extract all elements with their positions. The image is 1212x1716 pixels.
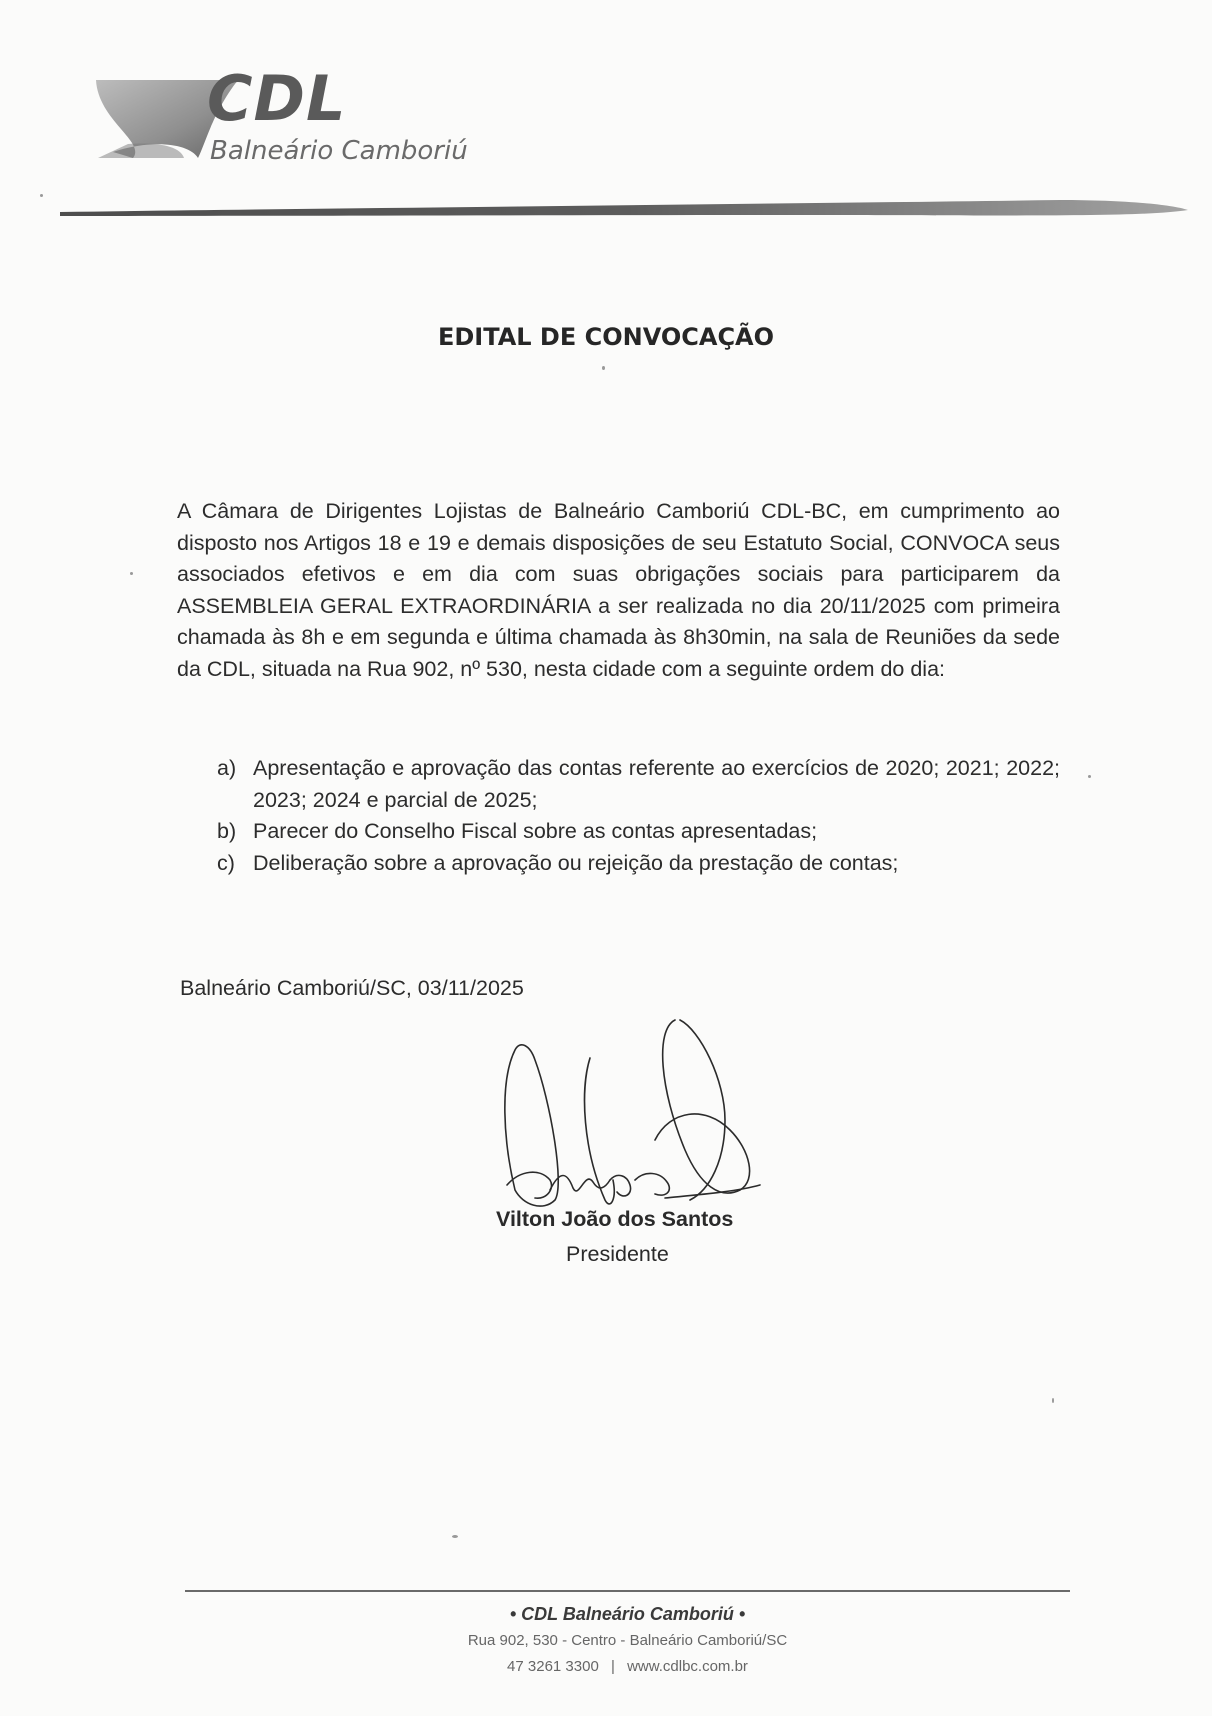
convocation-paragraph: A Câmara de Dirigentes Lojistas de Balneário Camboriú CDL-BC, em cumprimento ao disposto nos Artigos 18 e 19 e demais disposições de seu Estatuto Social, CONVOCA seus associados efetivos e em dia com suas obrigações sociais para participarem da ASSEMBLEIA GERAL EXTRAORDINÁRIA a ser realizada no dia 20/11/2025 com primeira chamada às 8h e em segunda e última chamada às 8h30min, na sala de Reuniões da sede da CDL, situada na Rua 902, nº 530, nesta cidade com a seguinte ordem do dia: — [177, 499, 1060, 681]
signer-name: Vilton João dos Santos — [496, 1207, 734, 1231]
agenda-text: Apresentação e aprovação das contas referente ao exercícios de 2020; 2021; 2022; 2023; 2024 e parcial de 2025; — [253, 756, 1060, 812]
logo-subtitle: Balneário Camboriú — [210, 136, 468, 166]
footer-contact — [185, 1654, 1070, 1680]
scan-speck — [1052, 1398, 1054, 1403]
footer-website: www.cdlbc.com.br — [627, 1658, 748, 1675]
agenda-item — [177, 848, 1060, 880]
handwritten-signature — [495, 1000, 795, 1230]
agenda-marker: b) — [217, 819, 237, 843]
document-title: EDITAL DE CONVOCAÇÃO — [437, 323, 775, 351]
letterhead-rule — [60, 190, 1190, 220]
footer-phone: 47 3261 3300 — [507, 1658, 599, 1675]
footer — [185, 1600, 1070, 1680]
footer-org-name: • CDL Balneário Camboriú • — [509, 1604, 746, 1624]
agenda-item — [177, 816, 1060, 848]
agenda-text: Parecer do Conselho Fiscal sobre as contas apresentadas; — [253, 819, 818, 843]
place-date: Balneário Camboriú/SC, 03/11/2025 — [180, 976, 524, 1000]
scan-speck — [40, 194, 43, 197]
letterhead — [60, 60, 1190, 210]
scan-speck — [452, 1535, 458, 1538]
signer-role: Presidente — [566, 1242, 669, 1266]
agenda-marker: c) — [217, 850, 235, 875]
scan-speck — [602, 366, 605, 370]
agenda-text: Deliberação sobre a aprovação ou rejeição da prestação de contas; — [253, 850, 899, 875]
footer-rule — [185, 1590, 1070, 1592]
agenda-item — [177, 753, 1060, 816]
agenda-list — [177, 753, 1060, 879]
agenda-marker: a) — [217, 756, 237, 780]
logo-cdl-text: CDL — [207, 62, 347, 135]
scan-speck — [130, 572, 133, 575]
footer-separator: | — [610, 1658, 615, 1675]
footer-address: Rua 902, 530 - Centro - Balneário Camboriú/SC — [467, 1632, 788, 1649]
scan-speck — [1088, 775, 1091, 778]
